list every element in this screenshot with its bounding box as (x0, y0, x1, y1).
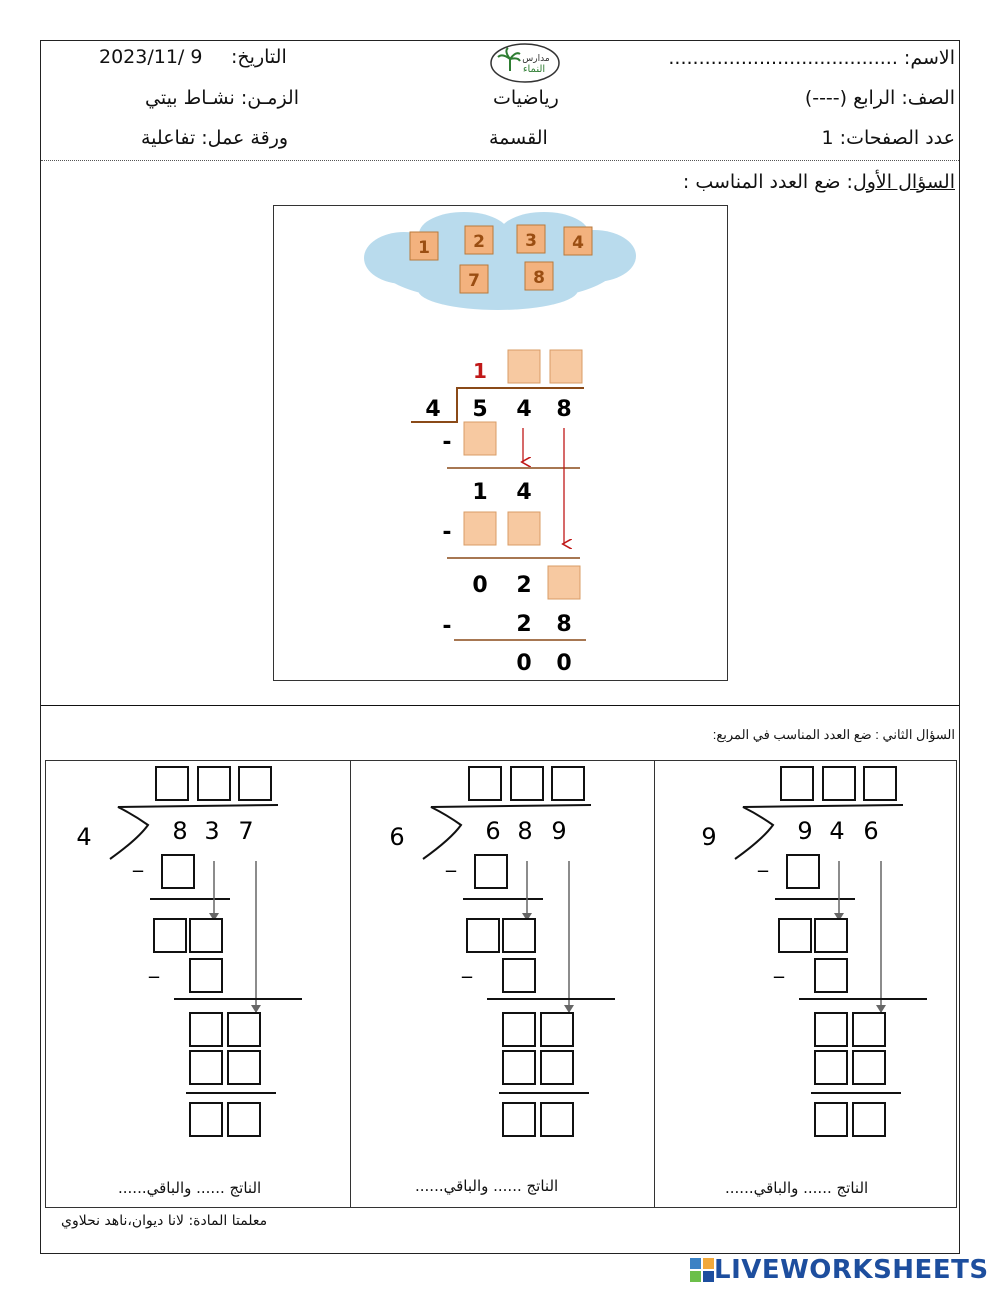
remainder-box-1[interactable] (190, 1103, 222, 1136)
divisor: 4 (76, 823, 92, 851)
school-logo (488, 41, 562, 85)
q1-dividend-digit-2: 4 (516, 397, 532, 422)
problem-3-diagram (655, 761, 957, 1207)
minus-sign-2: _ (774, 954, 784, 978)
tile-3[interactable] (517, 225, 545, 253)
question1-title-main: السؤال الأول (852, 171, 955, 193)
minus-sign-1: - (442, 430, 452, 455)
quotient-blank-3[interactable] (550, 350, 582, 383)
topic-label: القسمة (489, 127, 548, 149)
quotient-box-1[interactable] (781, 767, 813, 800)
subtract-blank-1[interactable] (464, 422, 496, 455)
subtract-box-2[interactable] (815, 959, 847, 992)
svg-text:3: 3 (525, 231, 537, 251)
quotient-box-2[interactable] (198, 767, 230, 800)
minus-sign-3: - (442, 614, 452, 639)
subtract-blank-2a[interactable] (464, 512, 496, 545)
bring-down-arrow-2-head (564, 1005, 574, 1013)
liveworksheets-wordmark: LIVEWORKSHEETS (714, 1255, 989, 1285)
dividend-digit-3: 9 (551, 817, 567, 845)
svg-text:4: 4 (572, 233, 584, 253)
step3-box-1[interactable] (190, 1013, 222, 1046)
tile-4[interactable] (564, 227, 592, 255)
liveworksheets-brand (690, 1254, 989, 1286)
dividend-digit-1: 9 (797, 817, 813, 845)
dividend-digit-3: 6 (863, 817, 879, 845)
quotient-box-2[interactable] (511, 767, 543, 800)
grade-label: الصف: الرابع (----) (804, 87, 955, 109)
dividend-digit-2: 4 (829, 817, 845, 845)
step3-box-1[interactable] (815, 1013, 847, 1046)
subtract-box-1[interactable] (787, 855, 819, 888)
minus-sign-1: _ (133, 848, 143, 872)
subtract-box-1[interactable] (475, 855, 507, 888)
time-label: الزمـن: نشـاط بيتي (145, 87, 299, 109)
subtract-box-2[interactable] (190, 959, 222, 992)
bring-down-arrow-2-head (876, 1005, 886, 1013)
remainder-box-2[interactable] (228, 1103, 260, 1136)
remainder-box-2[interactable] (853, 1103, 885, 1136)
dividend-digit-1: 6 (485, 817, 501, 845)
svg-text:7: 7 (468, 271, 480, 291)
problem-2-answer[interactable]: الناتج ...... والباقي...... (415, 1177, 559, 1195)
problem-panel-3 (654, 761, 956, 1207)
header-divider (41, 160, 959, 161)
step4-box-1[interactable] (190, 1051, 222, 1084)
question-divider (41, 705, 959, 706)
date-label: التاريخ: (231, 46, 287, 68)
step3-digit-1: 0 (472, 573, 488, 598)
step2-digit-1: 1 (472, 480, 488, 505)
step4-box-2[interactable] (853, 1051, 885, 1084)
teacher-names: معلمتا المادة: لانا ديوان،ناهد نحلاوي (61, 1213, 268, 1229)
problem-panel-2 (350, 761, 654, 1207)
logo-text-bottom: النماء (522, 64, 546, 75)
liveworksheets-logo-icon (690, 1258, 714, 1282)
problem-3-layout (701, 767, 927, 1136)
divisor: 9 (701, 823, 717, 851)
q1-divisor: 4 (425, 397, 441, 422)
step2-box-1[interactable] (779, 919, 811, 952)
quotient-box-3[interactable] (864, 767, 896, 800)
remainder-digit-2: 0 (556, 651, 572, 676)
quotient-digit-given: 1 (473, 359, 487, 383)
quotient-box-3[interactable] (552, 767, 584, 800)
quotient-box-3[interactable] (239, 767, 271, 800)
question2-title: السؤال الثاني : ضع العدد المناسب في المربع: (712, 727, 955, 742)
step3-digit-2: 2 (516, 573, 532, 598)
problem-1-diagram (46, 761, 350, 1207)
problem-panel-1 (46, 761, 350, 1207)
question1-division-diagram (274, 206, 727, 680)
bring-down-blank[interactable] (548, 566, 580, 599)
remainder-box-1[interactable] (503, 1103, 535, 1136)
divisor: 6 (389, 823, 405, 851)
question1-title (683, 171, 955, 193)
subtract-box-1[interactable] (162, 855, 194, 888)
tile-8[interactable] (525, 262, 553, 290)
step2-digit-2: 4 (516, 480, 532, 505)
tile-2[interactable] (465, 226, 493, 254)
pages-label: عدد الصفحات: 1 (821, 127, 955, 149)
step3-box-2[interactable] (228, 1013, 260, 1046)
minus-sign-2: - (442, 520, 452, 545)
logo-text-top: مدارس (522, 54, 550, 64)
worksheet-type-label: ورقة عمل: تفاعلية (141, 127, 289, 149)
remainder-box-2[interactable] (541, 1103, 573, 1136)
svg-text:1: 1 (418, 238, 430, 258)
problem-2-layout (389, 767, 615, 1136)
minus-sign-1: _ (758, 848, 768, 872)
step3-box-2[interactable] (853, 1013, 885, 1046)
problem-3-answer[interactable]: الناتج ...... والباقي...... (725, 1179, 869, 1197)
step4-digit-2: 8 (556, 612, 572, 637)
quotient-box-2[interactable] (823, 767, 855, 800)
quotient-box-1[interactable] (156, 767, 188, 800)
step3-box-2[interactable] (541, 1013, 573, 1046)
dividend-digit-2: 8 (517, 817, 533, 845)
question1-panel (273, 205, 728, 681)
problem-2-diagram (351, 761, 655, 1207)
step2-box-1[interactable] (467, 919, 499, 952)
remainder-box-1[interactable] (815, 1103, 847, 1136)
dividend-digit-2: 3 (204, 817, 220, 845)
svg-text:8: 8 (533, 268, 545, 288)
step2-box-1[interactable] (154, 919, 186, 952)
minus-sign-1: _ (446, 848, 456, 872)
step2-box-2[interactable] (815, 919, 847, 952)
step4-box-2[interactable] (228, 1051, 260, 1084)
step4-box-1[interactable] (815, 1051, 847, 1084)
tile-1[interactable] (410, 232, 438, 260)
minus-sign-2: _ (149, 954, 159, 978)
quotient-blank-2[interactable] (508, 350, 540, 383)
svg-text:2: 2 (473, 232, 485, 252)
remainder-digit-1: 0 (516, 651, 532, 676)
subject-label: رياضيات (493, 87, 559, 109)
date-value: 2023/11/ 9 (99, 46, 203, 68)
worksheet (40, 40, 960, 1254)
q1-dividend-digit-1: 5 (472, 397, 488, 422)
number-cloud (364, 212, 636, 310)
q1-dividend-digit-3: 8 (556, 397, 572, 422)
step4-box-1[interactable] (503, 1051, 535, 1084)
dividend-digit-1: 8 (172, 817, 188, 845)
step4-box-2[interactable] (541, 1051, 573, 1084)
bring-down-arrow-2-head (251, 1005, 261, 1013)
step3-box-1[interactable] (503, 1013, 535, 1046)
question1-title-rest: : ضع العدد المناسب : (682, 171, 853, 193)
dividend-digit-3: 7 (238, 817, 254, 845)
problem-1-layout (76, 767, 302, 1136)
tile-7[interactable] (460, 265, 488, 293)
step4-digit-1: 2 (516, 612, 532, 637)
step2-box-2[interactable] (503, 919, 535, 952)
minus-sign-2: _ (462, 954, 472, 978)
subtract-blank-2b[interactable] (508, 512, 540, 545)
quotient-box-1[interactable] (469, 767, 501, 800)
question2-panels (45, 760, 957, 1208)
name-field-label: الاسم: ...................................... (668, 47, 955, 69)
step2-box-2[interactable] (190, 919, 222, 952)
problem-1-answer[interactable]: الناتج ...... والباقي...... (118, 1179, 262, 1197)
subtract-box-2[interactable] (503, 959, 535, 992)
